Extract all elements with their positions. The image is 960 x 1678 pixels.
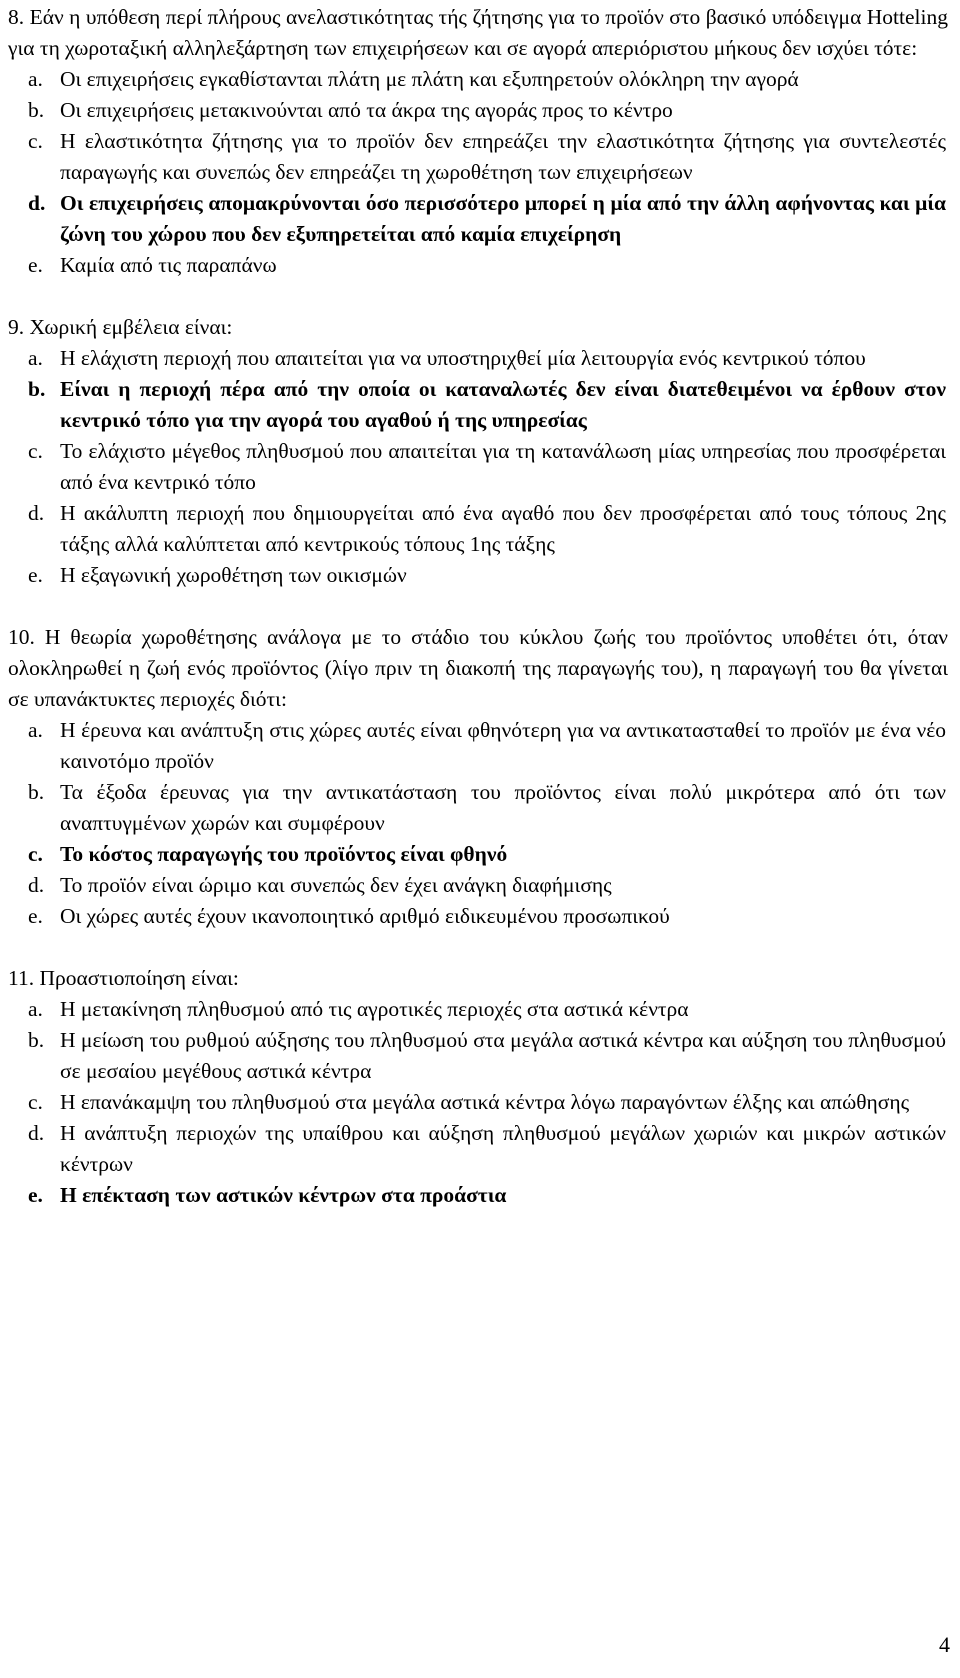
option-text: Η μείωση του ρυθμού αύξησης του πληθυσμού στα μεγάλα αστικά κέντρα και αύξηση του πληθυσμού σε μεσαίου μεγέθους αστικά κέντρα [60,1028,946,1083]
answer-option [8,777,948,839]
option-label: b. [28,98,45,122]
option-text: Η εξαγωνική χωροθέτηση των οικισμών [60,563,407,587]
question-block [8,2,948,281]
question-stem: 10. Η θεωρία χωροθέτησης ανάλογα με το στάδιο του κύκλου ζωής του προϊόντος υποθέτει ότι, όταν ολοκληρωθεί η ζωή ενός προϊόντος (λίγο πριν τη διακοπή της παραγωγής του), η παραγωγή του θα γίνεται σε υπανάκτυκτες περιοχές διότι: [8,625,948,711]
option-text: Η επανάκαμψη του πληθυσμού στα μεγάλα αστικά κέντρα λόγω παραγόντων έλξης και απώθησης [60,1090,910,1114]
option-text: Τα έξοδα έρευνας για την αντικατάσταση του προϊόντος είναι πολύ μικρότερα από ότι των αναπτυγμένων χωρών και συμφέρουν [60,780,946,835]
option-label: e. [28,563,43,587]
answer-option [8,250,948,281]
option-label: e. [28,253,43,277]
option-text: Η έρευνα και ανάπτυξη στις χώρες αυτές είναι φθηνότερη για να αντικατασταθεί το προϊόν με ένα νέο καινοτόμο προϊόν [60,718,946,773]
option-label: e. [28,904,43,928]
answer-option [8,436,948,498]
option-label: c. [28,129,43,153]
option-label: a. [28,346,43,370]
answer-option [8,498,948,560]
question-block [8,622,948,932]
answer-option [8,870,948,901]
question-block [8,312,948,591]
answer-option [8,901,948,932]
option-text: Το κόστος παραγωγής του προϊόντος είναι φθηνό [60,842,508,866]
option-label: a. [28,997,43,1021]
question-stem: 8. Εάν η υπόθεση περί πλήρους ανελαστικότητας τής ζήτησης για το προϊόν στο βασικό υπόδειγμα Hotteling για τη χωροταξική αλληλεξάρτηση των επιχειρήσεων και σε αγορά απεριόριστου μήκους δεν ισχύει τότε: [8,5,948,60]
answer-option [8,64,948,95]
answer-option [8,994,948,1025]
answer-option [8,188,948,250]
option-label: c. [28,1090,43,1114]
option-text: Είναι η περιοχή πέρα από την οποία οι καταναλωτές δεν είναι διατεθειμένοι να έρθουν στον κεντρικό τόπο για την αγορά του αγαθού ή της υπηρεσίας [60,377,946,432]
answer-option [8,374,948,436]
question-block [8,963,948,1211]
option-label: a. [28,718,43,742]
question-stem: 11. Προαστιοποίηση είναι: [8,966,239,990]
option-label: b. [28,780,45,804]
option-text: Η ελάχιστη περιοχή που απαιτείται για να υποστηριχθεί μία λειτουργία ενός κεντρικού τόπου [60,346,866,370]
option-text: Η επέκταση των αστικών κέντρων στα προάστια [60,1183,507,1207]
option-label: d. [28,1121,45,1145]
option-label: e. [28,1183,43,1207]
option-label: a. [28,67,43,91]
document-body [8,2,948,1242]
answer-option [8,126,948,188]
answer-option [8,343,948,374]
option-label: d. [28,873,45,897]
answer-option [8,1118,948,1180]
option-label: c. [28,439,43,463]
option-text: Η ελαστικότητα ζήτησης για το προϊόν δεν επηρεάζει την ελαστικότητα ζήτησης για συντελεστές παραγωγής και συνεπώς δεν επηρεάζει τη χωροθέτηση των επιχειρήσεων [60,129,946,184]
answer-option [8,715,948,777]
option-label: d. [28,501,45,525]
option-text: Η ανάπτυξη περιοχών της υπαίθρου και αύξηση πληθυσμού μεγάλων χωριών και μικρών αστικών κέντρων [60,1121,946,1176]
option-text: Το προϊόν είναι ώριμο και συνεπώς δεν έχει ανάγκη διαφήμισης [60,873,612,897]
option-text: Καμία από τις παραπάνω [60,253,277,277]
answer-option [8,839,948,870]
answer-option [8,560,948,591]
option-label: b. [28,377,46,401]
answer-option [8,1025,948,1087]
option-label: d. [28,191,46,215]
page-number: 4 [939,1632,950,1657]
answer-option [8,1180,948,1211]
option-text: Οι επιχειρήσεις μετακινούνται από τα άκρα της αγοράς προς το κέντρο [60,98,673,122]
option-label: b. [28,1028,45,1052]
option-text: Οι επιχειρήσεις εγκαθίστανται πλάτη με πλάτη και εξυπηρετούν ολόκληρη την αγορά [60,67,799,91]
answer-option [8,95,948,126]
answer-option [8,1087,948,1118]
option-text: Το ελάχιστο μέγεθος πληθυσμού που απαιτείται για τη κατανάλωση μίας υπηρεσίας που προσφέρεται από ένα κεντρικό τόπο [60,439,946,494]
option-label: c. [28,842,43,866]
option-text: Η μετακίνηση πληθυσμού από τις αγροτικές περιοχές στα αστικά κέντρα [60,997,689,1021]
option-text: Οι επιχειρήσεις απομακρύνονται όσο περισσότερο μπορεί η μία από την άλλη αφήνοντας και μία ζώνη του χώρου που δεν εξυπηρετείται από καμία επιχείρηση [60,191,946,246]
option-text: Η ακάλυπτη περιοχή που δημιουργείται από ένα αγαθό που δεν προσφέρεται από τους τόπους 2ης τάξης αλλά καλύπτεται από κεντρικούς τόπους 1ης τάξης [60,501,946,556]
question-stem: 9. Χωρική εμβέλεια είναι: [8,315,233,339]
option-text: Οι χώρες αυτές έχουν ικανοποιητικό αριθμό ειδικευμένου προσωπικού [60,904,670,928]
